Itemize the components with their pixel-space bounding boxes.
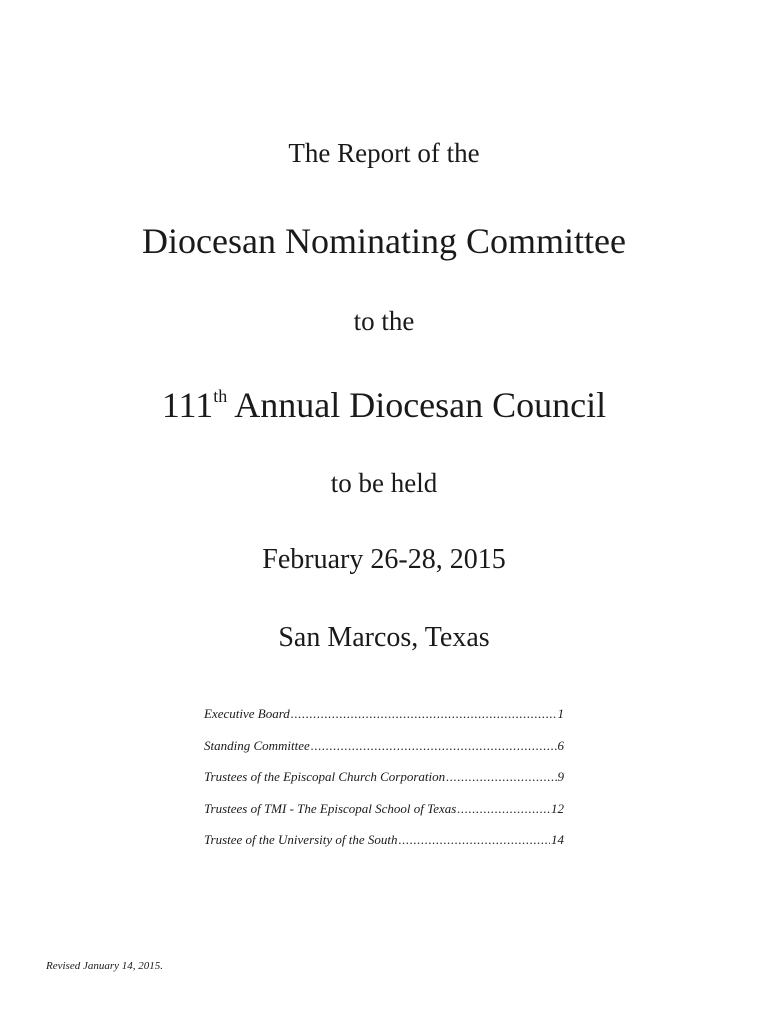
to-the-text: to the bbox=[353, 306, 415, 336]
council-dates: February 26-28, 2015 bbox=[262, 544, 506, 575]
toc-item-executive-board[interactable] bbox=[204, 706, 564, 738]
toc-item-church-corporation[interactable] bbox=[204, 769, 564, 801]
toc-page-number: 12 bbox=[551, 800, 564, 816]
toc-item-tmi-trustees[interactable] bbox=[204, 801, 564, 833]
table-of-contents bbox=[204, 706, 564, 864]
toc-item-standing-committee[interactable] bbox=[204, 738, 564, 770]
toc-label: Trustees of the Episcopal Church Corporation bbox=[204, 769, 446, 784]
revision-note: Revised January 14, 2015. bbox=[46, 960, 163, 972]
toc-label: Trustee of the University of the South bbox=[204, 832, 398, 847]
toc-label: Trustees of TMI - The Episcopal School of Texas bbox=[204, 800, 457, 816]
toc-dot-leader bbox=[399, 832, 550, 848]
council-name: Annual Diocesan Council bbox=[227, 385, 607, 425]
toc-page-number: 1 bbox=[557, 706, 564, 721]
toc-label: Standing Committee bbox=[204, 737, 310, 753]
toc-dot-leader bbox=[446, 769, 556, 785]
toc-dot-leader bbox=[291, 706, 557, 722]
toc-dot-leader bbox=[311, 738, 557, 754]
toc-item-university-trustee[interactable] bbox=[204, 832, 564, 864]
council-heading bbox=[0, 384, 768, 426]
to-be-held-text: to be held bbox=[330, 468, 438, 498]
toc-dot-leader bbox=[457, 801, 550, 817]
council-location: San Marcos, Texas bbox=[278, 622, 490, 653]
toc-page-number: 14 bbox=[551, 832, 564, 847]
report-title: Diocesan Nominating Committee bbox=[142, 221, 626, 261]
council-number: 111 bbox=[161, 385, 214, 425]
toc-page-number: 6 bbox=[557, 737, 564, 753]
report-intro: The Report of the bbox=[288, 138, 480, 168]
council-ordinal-suffix: th bbox=[213, 386, 228, 406]
toc-page-number: 9 bbox=[557, 769, 564, 784]
toc-label: Executive Board bbox=[204, 706, 290, 721]
